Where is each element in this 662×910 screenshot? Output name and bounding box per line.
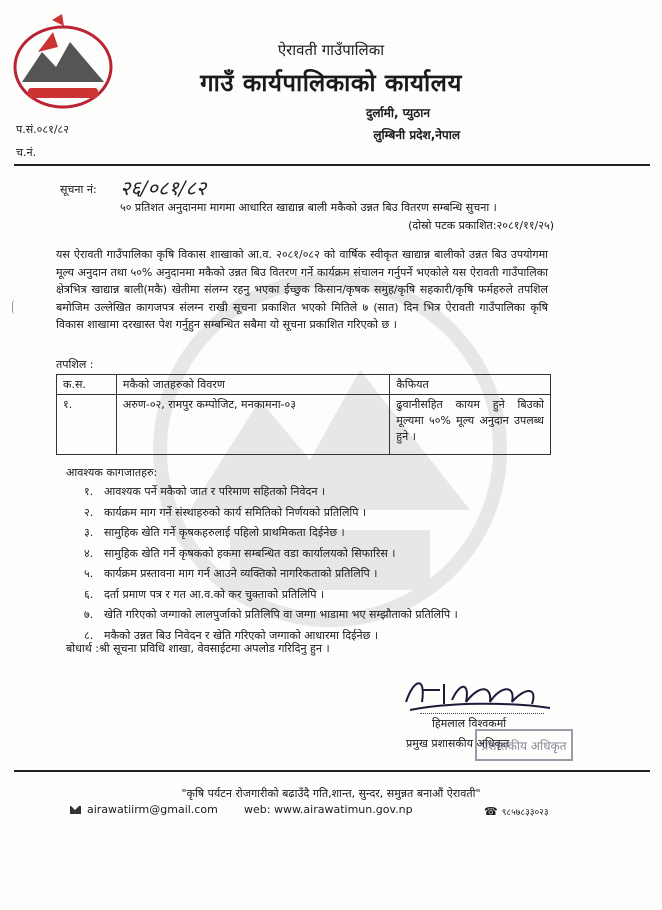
table-header: मकैको जातहरुको विवरण: [116, 375, 389, 395]
table-header: कैफियत: [390, 375, 551, 395]
list-item: [84, 505, 458, 526]
dispatch-number: च.नं.: [16, 146, 37, 159]
publication-date: (दोस्रो पटक प्रकाशित:२०८१/११/२५): [408, 219, 554, 232]
list-item-number: ४.: [84, 546, 94, 560]
office-province: लुम्बिनी प्रदेश,नेपाल: [373, 128, 460, 142]
list-item-number: २.: [84, 505, 94, 519]
notice-number: २६/०८१/८२: [120, 176, 207, 200]
list-item: [84, 587, 458, 608]
documents-list: [84, 484, 458, 648]
office-name: गाउँ कार्यपालिकाको कार्यालय: [200, 69, 462, 97]
table-header-row: [57, 375, 551, 395]
list-item-number: ५.: [84, 567, 94, 580]
table-header: क.स.: [57, 375, 117, 395]
stamp-text: प्रशासकीय अधिकृत: [481, 739, 567, 753]
list-item-number: ३.: [84, 526, 94, 539]
phone-number: ९८५७८३३०२३: [501, 808, 549, 818]
table-cell: अरुण-०२, रामपुर कम्पोजिट, मनकामना-०३: [116, 395, 389, 455]
list-item: [84, 607, 458, 628]
reference-number: प.सं.०८१/८२: [16, 123, 69, 136]
notice-subject: ५० प्रतिशत अनुदानमा मागमा आधारित खाद्यान्न बाली मकैको उन्नत बिउ वितरण सम्बन्धि सुचना ।: [120, 201, 497, 214]
mail-icon: [70, 806, 81, 814]
header-divider: [14, 164, 650, 166]
documents-title: आवश्यक कागजातहरु:: [66, 466, 158, 479]
list-item-text: खेति गरिएको जग्गाको लालपुर्जाको प्रतिलिपि वा जग्गा भाडामा भए सम्झौताको प्रतिलिपि ।: [104, 608, 458, 621]
municipality-name: ऐरावती गाउँपालिका: [277, 41, 385, 59]
footer-email: [70, 803, 218, 816]
list-item: [84, 546, 458, 567]
list-item: [84, 525, 458, 546]
list-item-text: सामुहिक खेति गर्ने कृषकको हकमा सम्बन्धित वडा कार्यालयको सिफारिस ।: [104, 546, 396, 560]
list-item-text: सामुहिक खेति गर्ने कृषकहरुलाई पहिलो प्राथमिकता दिईनेछ ।: [104, 526, 345, 539]
phone-icon: ☎: [484, 805, 498, 818]
list-item-text: कार्यक्रम माग गर्ने संस्थाहरुको कार्य समितिको निर्णयको प्रतिलिपि ।: [104, 505, 367, 519]
list-item: [84, 566, 458, 587]
footer-slogan: "कृषि पर्यटन रोजगारीको बढाउँदै गति,शान्त, सुन्दर, समुन्नत बनाऔं ऐरावती": [181, 787, 481, 800]
signatory-title: प्रमुख प्रशासकीय अधिकृत: [406, 737, 510, 750]
list-item: [84, 484, 458, 505]
details-table: [56, 374, 551, 455]
list-item-text: दर्ता प्रमाण पत्र र गत आ.व.को कर चुक्ताको प्रतिलिपि ।: [104, 587, 325, 601]
notice-body: यस ऐरावती गाउँपालिका कृषि विकास शाखाको आ.व. २०८१/०८२ को वार्षिक स्वीकृत खाद्यान्न बालीको उन्नत बिउ उपयोगमा मूल्य अनुदान तथा ५०% अनुदानमा मकैको उन्नत बिउ वितरण गर्ने कार्यक्रम संचालन गर्नुपर्ने भएकोले यस ऐरावती गाउँपालिका क्षेत्रभित्र खाद्यान्न बाली(मकै) खेतीमा संलग्न रहनु भएका ईच्छुक किसान/कृषक समुह/कृषि सहकारी/कृषि फर्महरुले तपशिल बमोजिम उल्लेखित कागजपत्र संलग्न राखी सूचना प्रकाशित भएको मितिले ७ (सात) दिन भित्र ऐरावती गाउँपालिका कृषि विकास शाखामा दरखास्त पेश गर्नुहुन सम्बन्धित सबैमा यो सूचना प्रकाशित गरिएको छ ।: [56, 248, 548, 331]
details-label: तपशिल :: [56, 358, 94, 371]
email-address: airawatiirm@gmail.com: [87, 803, 218, 816]
list-item-number: ८.: [84, 628, 94, 642]
list-item-number: ६.: [84, 587, 94, 601]
table-cell: १.: [57, 395, 117, 455]
list-item-text: आवश्यक पर्ने मकैको जात र परिमाण सहितको निवेदन ।: [104, 485, 326, 498]
official-stamp-icon: [474, 728, 574, 762]
footer-divider: [14, 770, 650, 772]
table-cell: ढुवानीसहित कायम हुने बिउको मूल्यमा ५०% मूल्य अनुदान उपलब्ध हुने ।: [390, 395, 551, 455]
signature-icon: [400, 672, 560, 716]
margin-mark: [12, 300, 19, 314]
notice-label: सूचना नं:: [60, 183, 97, 196]
office-location: दुर्लामी, प्युठान: [366, 106, 430, 120]
list-item-number: १.: [84, 485, 94, 498]
footer-website: web: www.airawatimun.gov.np: [244, 803, 413, 816]
table-row: [57, 395, 551, 455]
list-item-text: मकैको उन्नत बिउ निवेदन र खेति गरिएको जग्गाको आधारमा दिईनेछ ।: [104, 628, 379, 642]
signatory-name: हिमलाल विश्वकर्मा: [432, 717, 507, 730]
list-item-number: ७.: [84, 608, 94, 621]
copy-to-note: बोधार्थ :श्री सूचना प्रविधि शाखा, वेवसाईटमा अपलोड गरिदिनु हुन ।: [66, 642, 330, 655]
footer-phone: [484, 805, 549, 818]
signature-line: [420, 713, 544, 714]
list-item-text: कार्यक्रम प्रस्तावना माग गर्न आउने व्यक्तिको नागरिकताको प्रतिलिपि ।: [104, 567, 378, 580]
